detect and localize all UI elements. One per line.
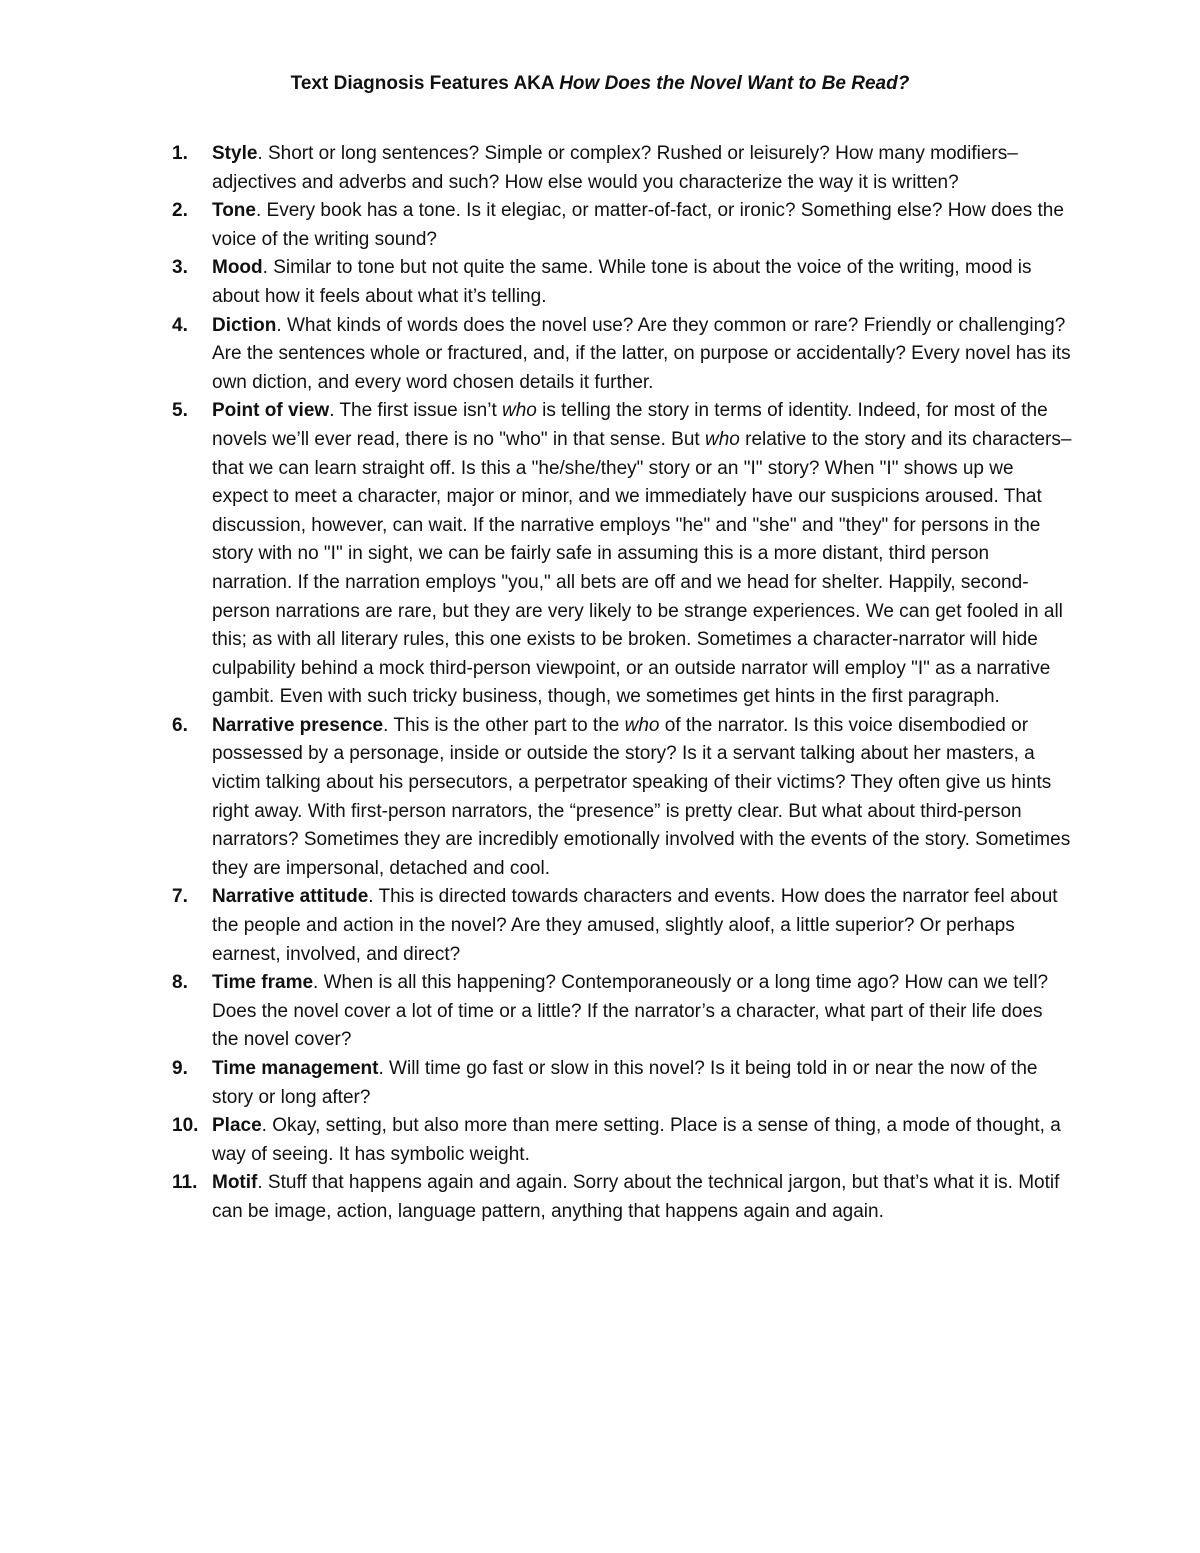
list-item-text: . Will time go fast or slow in this novel? Is it being told in or near the now of the story or long after?	[212, 1058, 1038, 1108]
list-item	[172, 712, 1072, 884]
page-title	[0, 70, 1200, 98]
list-item-number: 6.	[172, 714, 188, 736]
list-item-emphasis: who	[704, 428, 740, 450]
list-item-text: . Short or long sentences? Simple or complex? Rushed or leisurely? How many modifiers–adjectives and adverbs and such? How else would you characterize the way it is written?	[212, 143, 1018, 193]
list-item-term: Narrative presence	[212, 714, 384, 736]
list-item-number: 10.	[172, 1115, 199, 1137]
list-item-term: Diction	[212, 314, 277, 336]
list-item-term: Time management	[212, 1058, 379, 1079]
list-item-number: 3.	[172, 257, 188, 279]
list-item-text: relative to the story and its characters–that we can learn straight off. Is this a "he/she/they" story or an "I" story? When "I" shows up we expect to meet a character, major or minor, and we immediately have our suspicions aroused. That discussion, however, can wait. If the narrative employs "he" and "she" and "they" for persons in the story with no "I" in sight, we can be fairly safe in assuming this is a more distant, third person narration. If the narration employs "you," all bets are off and we head for shelter. Happily, second-person narrations are rare, but they are very likely to be strange experiences. We can get fooled in all this; as with all literary rules, this one exists to be broken. Sometimes a character-narrator will hide culpability behind a mock third-person viewpoint, or an outside narrator will employ "I" as a narrative gambit. Even with such tricky business, though, we sometimes get hints in the first paragraph.	[212, 428, 1072, 708]
list-item-text: . Okay, setting, but also more than mere setting. Place is a sense of thing, a mode of thought, a way of seeing. It has symbolic weight.	[212, 1115, 1061, 1165]
list-item-text: . This is directed towards characters and events. How does the narrator feel about the people and action in the novel? Are they amused, slightly aloof, a little superior? Or perhaps earnest, involved, and direct?	[212, 886, 1058, 965]
list-item-term: Style	[212, 143, 258, 164]
list-item-text: . Stuff that happens again and again. Sorry about the technical jargon, but that’s what it is. Motif can be image, action, language pattern, anything that happens again and again.	[212, 1172, 1060, 1222]
list-item	[172, 1112, 1072, 1169]
list-item-emphasis: who	[502, 400, 537, 422]
list-item-text: . This is the other part to the	[383, 714, 625, 736]
list-item-text: of the narrator. Is this voice disembodied or possessed by a personage, inside or outside the story? Is it a servant talking about her masters, a victim talking about his persecutors, a perpetrator speaking of their victims? They often give us hints right away. With first-person narrators, the “presence” is pretty clear. But what about third-person narrators? Sometimes they are incredibly emotionally involved with the events of the story. Sometimes they are impersonal, detached and cool.	[212, 714, 1071, 879]
list-item-term: Place	[212, 1115, 262, 1137]
list-item	[172, 969, 1072, 1055]
list-item-term: Narrative attitude	[212, 886, 369, 908]
list-item	[172, 883, 1072, 969]
list-item	[172, 1169, 1072, 1226]
list-item-term: Point of view	[212, 400, 330, 422]
list-item	[172, 1055, 1072, 1112]
feature-list	[172, 140, 1072, 1227]
list-item-number: 5.	[172, 400, 188, 422]
list-item-text: . The first issue isn’t	[329, 400, 503, 422]
title-main: Text Diagnosis Features AKA	[290, 73, 554, 94]
list-item-term: Mood	[212, 257, 263, 279]
list-item-text: . Similar to tone but not quite the same. While tone is about the voice of the writing, mood is about how it feels about what it’s telling.	[212, 257, 1032, 307]
list-item-text: . Every book has a tone. Is it elegiac, or matter-of-fact, or ironic? Something else? How does the voice of the writing sound?	[212, 200, 1064, 250]
list-item-number: 2.	[172, 200, 188, 222]
list-item	[172, 197, 1072, 254]
list-item-number: 4.	[172, 314, 188, 336]
list-item-number: 9.	[172, 1058, 188, 1079]
list-item-text: is telling the story in terms of identity. Indeed, for most of the novels we’ll ever read, there is no "who" in that sense. But	[212, 400, 1048, 450]
list-item-text: . What kinds of words does the novel use? Are they common or rare? Friendly or challenging? Are the sentences whole or fractured, and, if the latter, on purpose or accidentally? Every novel has its own diction, and every word chosen details it further.	[212, 314, 1071, 393]
list-item-text: . When is all this happening? Contemporaneously or a long time ago? How can we tell? Does the novel cover a lot of time or a little? If the narrator’s a character, what part of their life does the novel cover?	[212, 972, 1049, 1051]
list-item-number: 11.	[172, 1172, 198, 1194]
list-item	[172, 312, 1072, 398]
list-item	[172, 397, 1072, 712]
list-item-term: Time frame	[212, 972, 314, 994]
list-item-number: 7.	[172, 886, 188, 908]
list-item	[172, 254, 1072, 311]
list-item-number: 8.	[172, 972, 188, 994]
list-item-term: Tone	[212, 200, 256, 222]
list-item	[172, 140, 1072, 197]
title-italic: How Does the Novel Want to Be Read?	[559, 73, 910, 94]
list-item-emphasis: who	[624, 714, 660, 736]
list-item-term: Motif	[212, 1172, 258, 1194]
list-item-number: 1.	[172, 143, 188, 164]
